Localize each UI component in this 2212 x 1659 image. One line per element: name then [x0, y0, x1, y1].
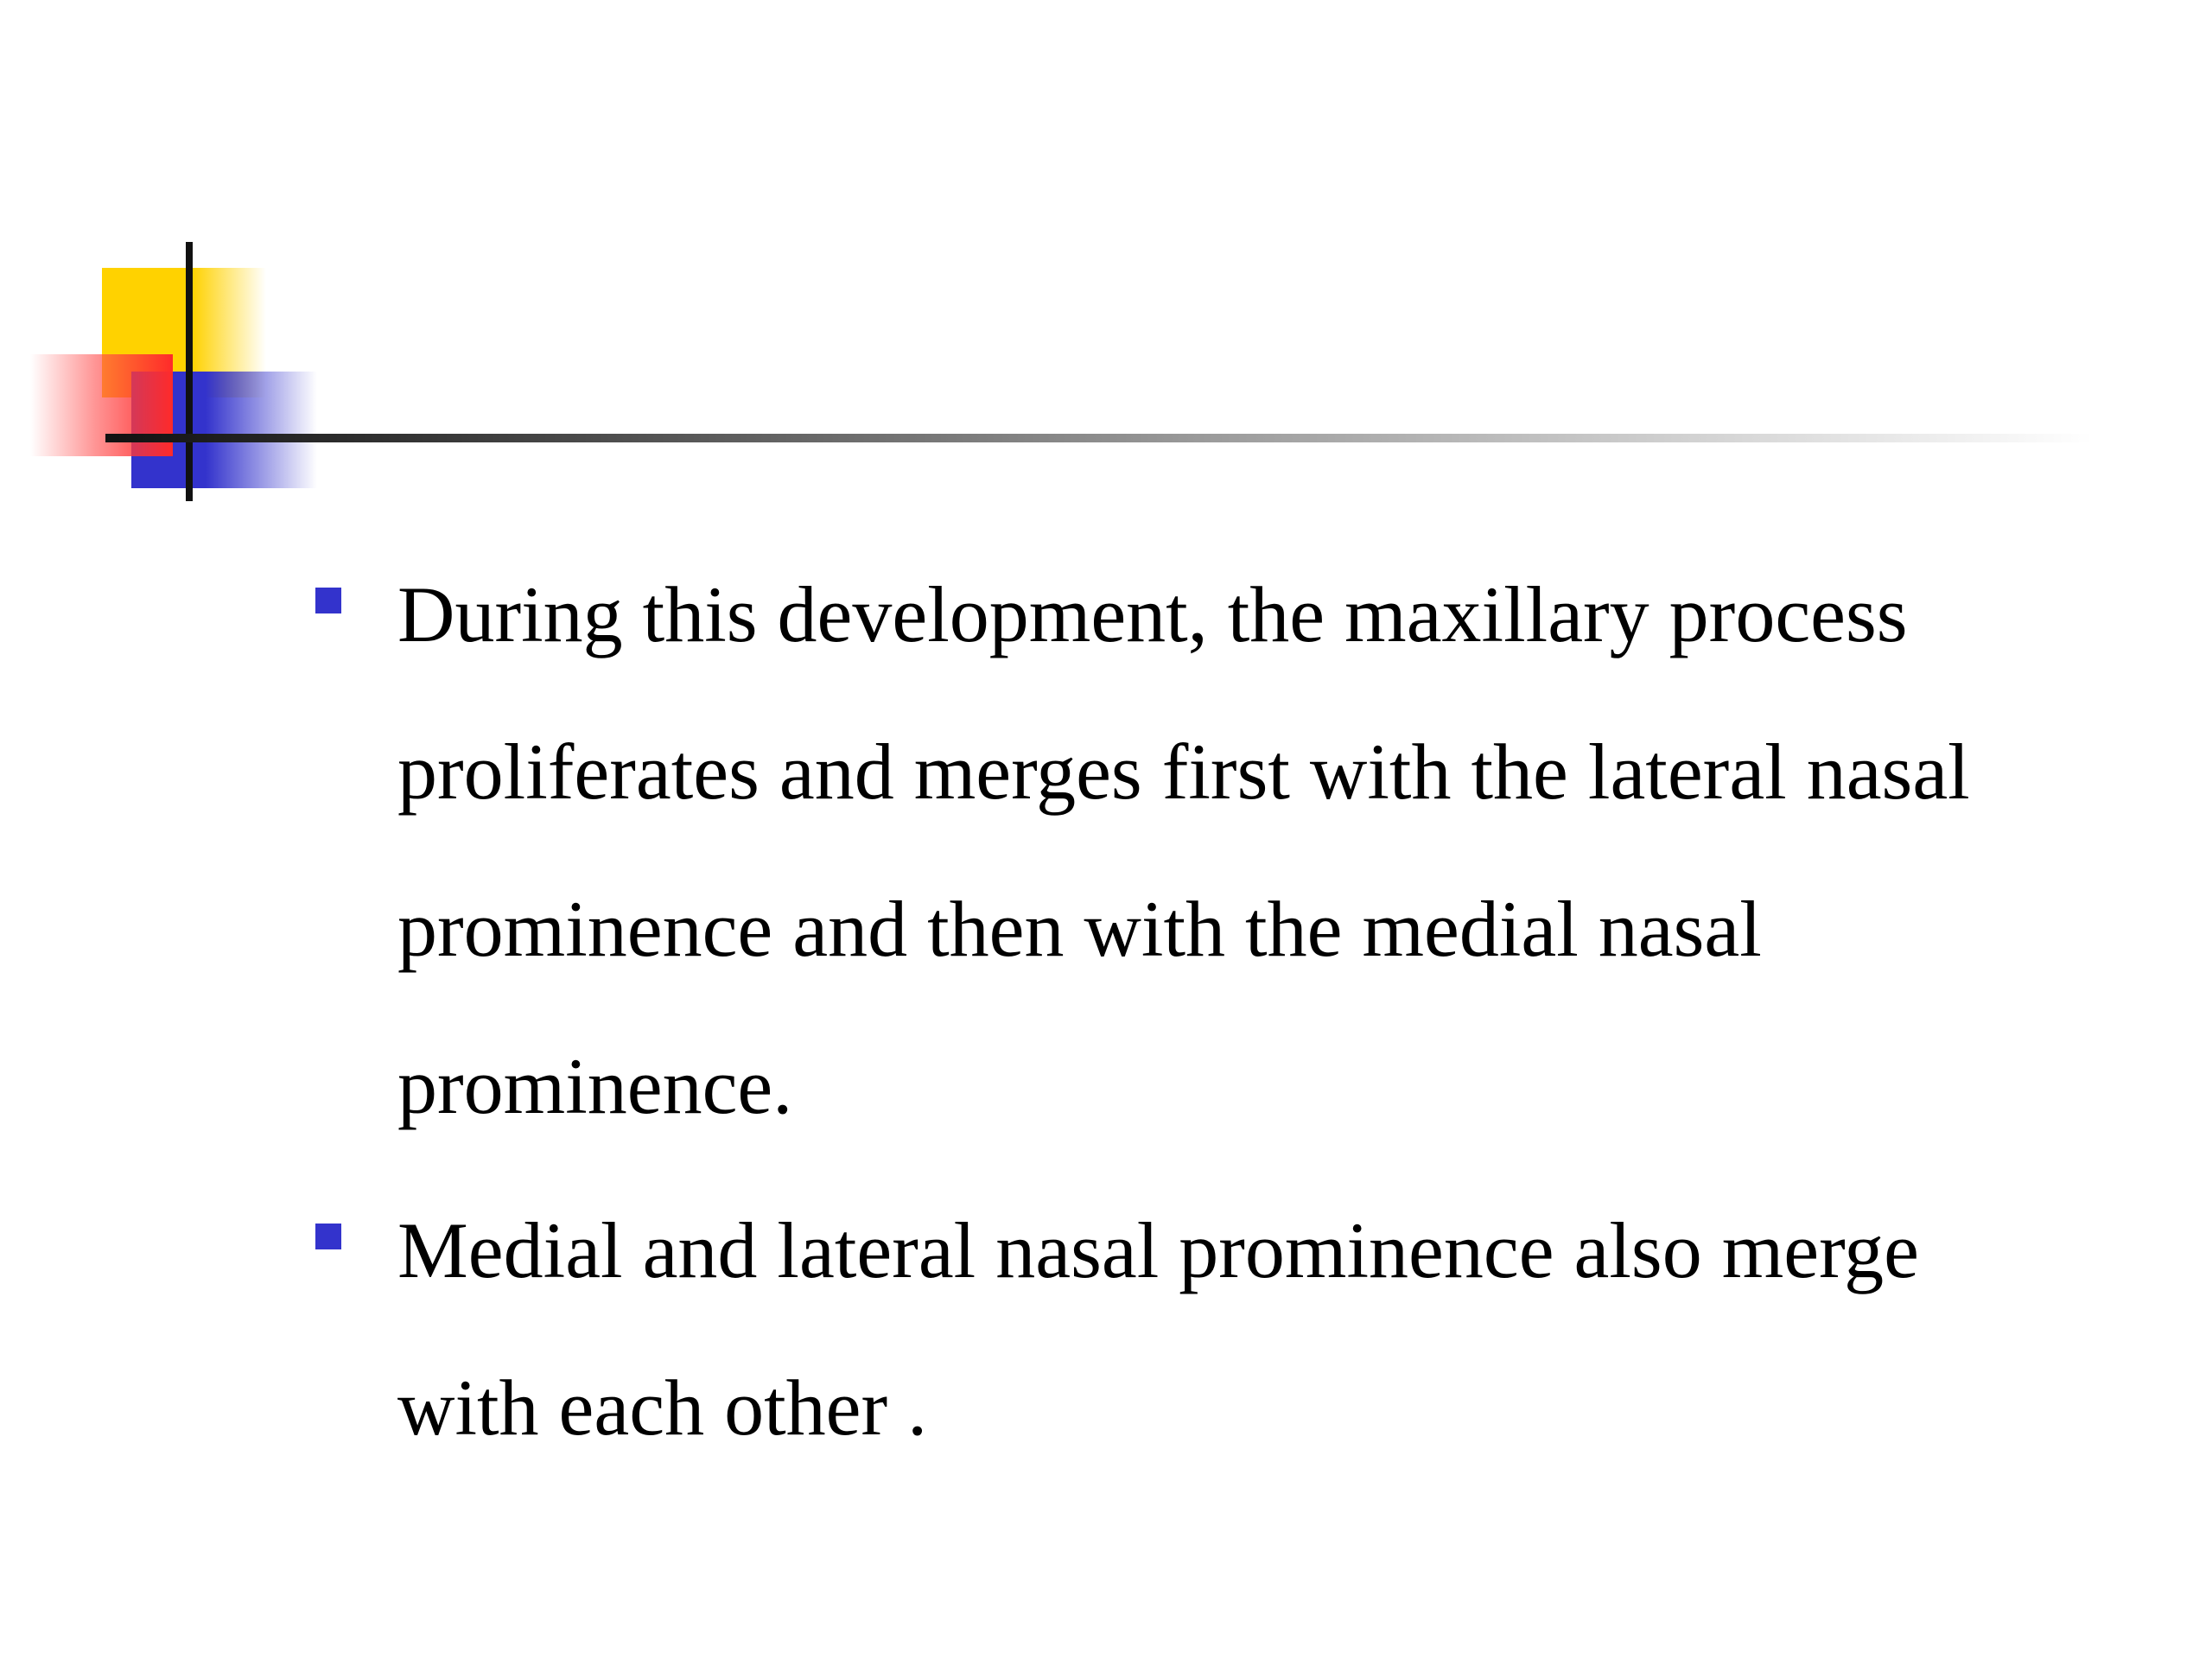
bullet-text-line: During this development, the maxillary process	[397, 570, 1908, 658]
bullet-item	[311, 1172, 2126, 1486]
square-bullet-icon	[315, 588, 341, 613]
bullet-text-line: proliferates and merges first with the lateral nasal	[397, 728, 1970, 816]
bullet-text-line: prominence.	[397, 1042, 793, 1130]
bullet-text-line: Medial and lateral nasal prominence also merge	[397, 1206, 1919, 1294]
decorative-vertical-line	[186, 242, 193, 501]
bullet-item	[311, 536, 2126, 1165]
square-bullet-icon	[315, 1224, 341, 1249]
bullet-text-line: with each other .	[397, 1363, 928, 1452]
bullet-text-line: prominence and then with the medial nasal	[397, 885, 1762, 973]
decorative-horizontal-rule	[105, 434, 2093, 442]
bullet-list	[311, 536, 2126, 1493]
